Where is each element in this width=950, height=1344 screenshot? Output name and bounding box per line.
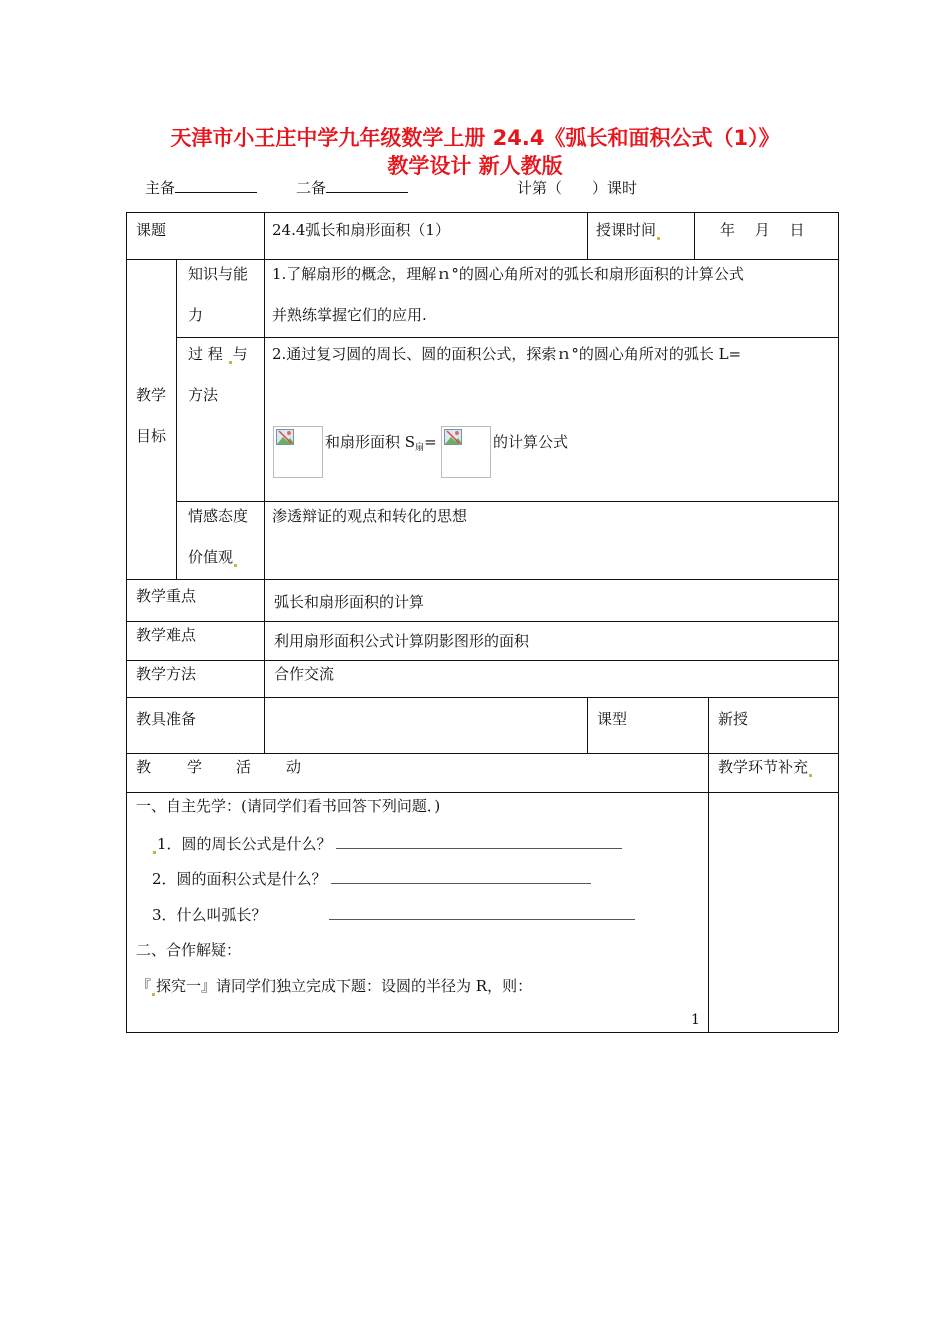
- table-rule: [126, 259, 838, 260]
- difficult-point-value: 利用扇形面积公式计算阴影图形的面积: [274, 632, 530, 650]
- emotion-label-line-1: 情感态度: [188, 507, 249, 525]
- activity-header-char: 活: [236, 758, 252, 776]
- process-label-line-1: 过 程 与: [188, 345, 248, 363]
- table-rule: [838, 212, 839, 1032]
- second-preparer-label: 二备: [296, 179, 327, 197]
- emotion-label-line-2: 价值观: [188, 547, 238, 567]
- second-preparer-blank: [326, 178, 408, 193]
- knowledge-label-line-1: 知识与能: [188, 265, 249, 283]
- question-3: 3．什么叫弧长？: [152, 903, 635, 925]
- table-rule: [126, 1032, 838, 1033]
- topic-value: 24.4弧长和扇形面积（1）: [272, 221, 450, 239]
- mark-dot: [229, 361, 232, 364]
- knowledge-text-line-2: 并熟练掌握它们的应用.: [272, 306, 427, 324]
- broken-image-icon: [444, 429, 462, 445]
- sector-area-formula-image: [441, 426, 491, 478]
- main-preparer-label: 主备: [145, 179, 176, 197]
- supplement-label: 教学环节补充: [718, 757, 813, 777]
- table-rule: [708, 792, 709, 1032]
- answer-blank-2[interactable]: [331, 867, 591, 884]
- table-rule: [126, 579, 838, 580]
- process-text-line-1: 2.通过复习圆的周长、圆的面积公式，探索ｎ°的圆心角所对的弧长 L=: [272, 345, 742, 363]
- table-rule: [176, 259, 177, 579]
- mark-dot: [152, 993, 155, 996]
- process-text-line-2-end: 的计算公式: [493, 433, 569, 451]
- answer-blank-3[interactable]: [329, 903, 635, 920]
- document-title-line-2: 教学设计 新人教版: [387, 154, 563, 178]
- table-rule: [126, 212, 127, 1032]
- lesson-time-label: 授课时间: [596, 220, 661, 240]
- arc-length-formula-image: [273, 426, 323, 478]
- table-rule: [126, 621, 838, 622]
- key-point-value: 弧长和扇形面积的计算: [274, 593, 425, 611]
- table-rule: [587, 697, 588, 753]
- table-rule: [264, 579, 265, 753]
- page-number: 1: [691, 1012, 700, 1028]
- knowledge-text-line-1: 1.了解扇形的概念，理解ｎ°的圆心角所对的弧长和扇形面积的计算公式: [272, 265, 744, 283]
- answer-blank-1[interactable]: [336, 832, 622, 849]
- table-rule: [126, 697, 838, 698]
- activity-header-char: 教: [136, 758, 152, 776]
- question-1: 1．圆的周长公式是什么？: [152, 832, 622, 854]
- main-preparer: [145, 177, 257, 198]
- table-rule: [587, 212, 588, 259]
- activity-header-char: 动: [286, 758, 302, 776]
- document-title-line-1: 天津市小王庄中学九年级数学上册 24.4《弧长和面积公式（1）》: [170, 126, 780, 150]
- goals-label-line-2: 目标: [136, 427, 167, 445]
- second-preparer: [296, 177, 408, 198]
- process-label-line-2: 方法: [188, 386, 219, 404]
- lesson-type-label: 课型: [597, 710, 628, 728]
- table-rule: [126, 753, 838, 754]
- table-rule: [264, 212, 265, 259]
- cooperation-heading: 二、合作解疑：: [136, 941, 242, 959]
- table-rule: [176, 501, 838, 502]
- mark-dot: [809, 774, 812, 777]
- topic-label: 课题: [136, 221, 167, 239]
- table-rule: [708, 753, 709, 792]
- table-rule: [126, 792, 838, 793]
- process-text-line-2: 和扇形面积 $S_扇=$: [325, 433, 437, 453]
- broken-image-icon: [276, 429, 294, 445]
- lesson-type-value: 新授: [718, 710, 749, 728]
- mark-dot: [234, 564, 237, 567]
- teaching-method-value: 合作交流: [274, 665, 335, 683]
- self-study-heading: 一、自主先学：(请同学们看书回答下列问题．): [136, 797, 441, 815]
- goals-label-line-1: 教学: [136, 386, 167, 404]
- table-rule: [264, 259, 265, 579]
- lesson-plan-table: [126, 212, 838, 1032]
- activity-header-char: 学: [187, 758, 203, 776]
- lesson-count: 计第（ ）课时: [517, 179, 638, 197]
- main-preparer-blank: [175, 178, 257, 193]
- explore-one-prompt: 『 探究一』请同学们独立完成下题：设圆的半径为 R，则：: [136, 977, 533, 995]
- teaching-method-label: 教学方法: [136, 665, 197, 683]
- lesson-date-value: 年 月 日: [720, 221, 805, 239]
- mark-dot: [153, 851, 156, 854]
- difficult-point-label: 教学难点: [136, 626, 197, 644]
- question-2: 2．圆的面积公式是什么？: [152, 867, 591, 889]
- table-rule: [126, 660, 838, 661]
- key-point-label: 教学重点: [136, 587, 197, 605]
- knowledge-label-line-2: 力: [188, 306, 204, 324]
- table-rule: [694, 212, 695, 259]
- emotion-text: 渗透辩证的观点和转化的思想: [272, 507, 468, 525]
- teaching-tools-label: 教具准备: [136, 710, 197, 728]
- table-rule: [126, 212, 838, 213]
- table-rule: [176, 337, 838, 338]
- table-rule: [708, 697, 709, 753]
- mark-dot: [657, 237, 660, 240]
